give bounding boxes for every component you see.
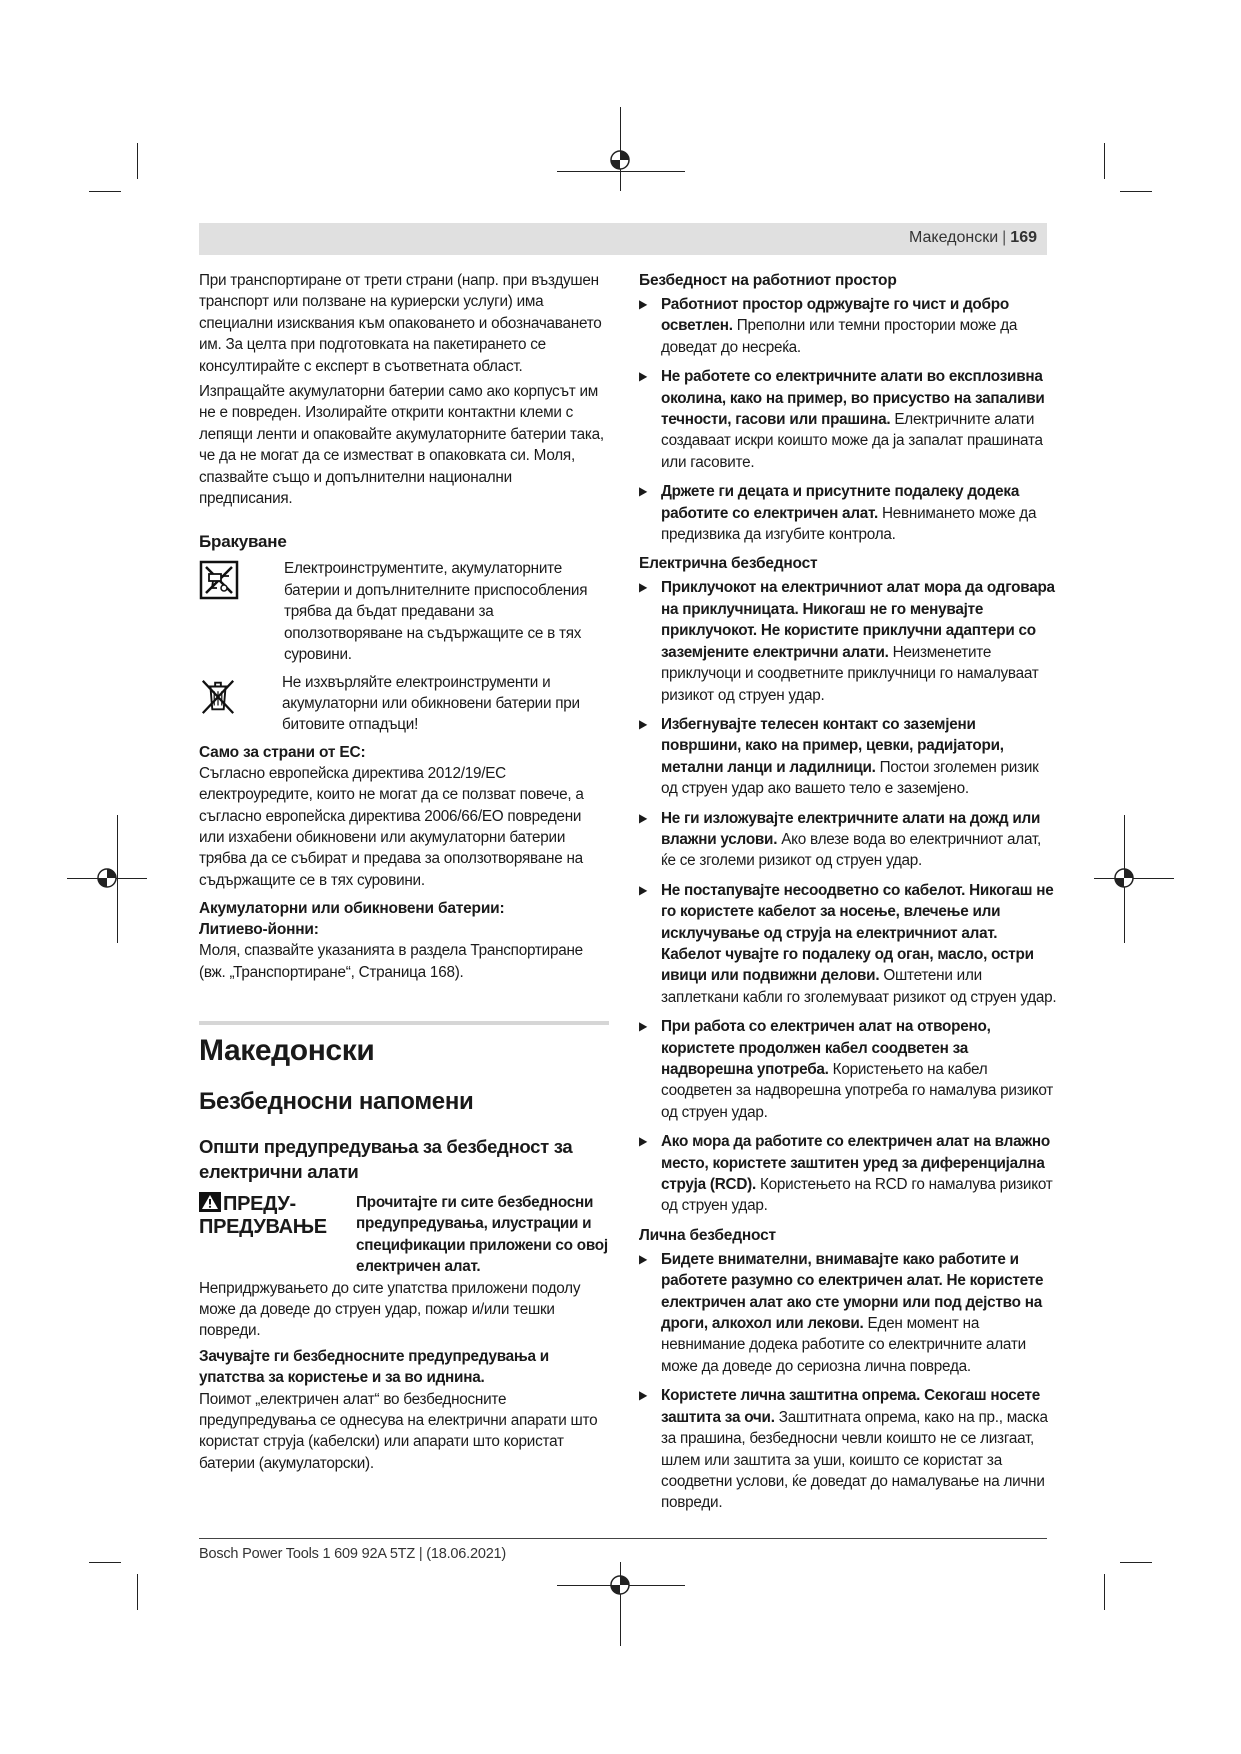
warning-label (199, 1192, 354, 1239)
bullet-text (661, 1131, 1059, 1217)
liion-paragraph: Моля, спазвайте указанията в раздела Транспортиране (вж. „Транспортиране“, Страница 168). (199, 942, 583, 981)
bullet-text (661, 577, 1059, 705)
warning-label-line2: ПРЕДУВАЊЕ (199, 1216, 327, 1238)
eu-heading: Само за страни от ЕС: (199, 743, 366, 761)
personal-list (639, 1249, 1059, 1514)
bullet-text (661, 1385, 1059, 1513)
bullet-item (639, 366, 1059, 473)
section-divider (199, 1021, 609, 1025)
liion-heading: Литиево-йонни: (199, 921, 319, 939)
bullet-text (661, 1016, 1059, 1123)
bullet-arrow-icon: ▶ (639, 297, 648, 311)
bullet-item (639, 294, 1059, 358)
bullet-bold: Работниот простор одржувајте го чист и добро осветлен. (661, 296, 1009, 335)
bullet-normal: Еден момент на невнимание додека работите со електричните алати може да доведе до сериозна лична повреда. (661, 1315, 1026, 1375)
bullet-arrow-icon: ▶ (639, 882, 648, 897)
footer-rule (199, 1538, 1047, 1539)
bullet-bold: Користете лична заштитна опрема. Секогаш носете заштита за очи. (661, 1387, 1041, 1426)
warning-lead-bold-head (356, 1192, 609, 1278)
bullet-normal: Заштитната опрема, како на пр., маска за прашина, безбедносни чевли коишто не се лизгаат, шлем или заштита за уши, коишто се користат за соодветни услови, ќе доведат до намалување на лични повреди. (661, 1408, 1048, 1512)
bullet-bold: При работа со електричен алат на отворено, користете продолжен кабел соодветен за надворешна употреба. (661, 1018, 991, 1078)
bullet-normal: Неизменетите приклучоци и соодветните приклучници го намалуваат ризикот од струен удар. (661, 643, 1039, 704)
disposal-paragraph-1: Електроинструментите, акумулаторните батерии и допълнителните приспособления трябва да бъдат предавани за оползотворяване на съдържащите се в тях суровини. (284, 560, 588, 664)
footer-text: Bosch Power Tools 1 609 92A 5TZ | (18.06.2021) (199, 1546, 507, 1562)
bullet-normal: Ако влезе вода во електричниот алат, ќе се зголеми ризикот од струен удар. (661, 830, 1041, 870)
bullet-item (639, 481, 1059, 545)
bullet-text (661, 1249, 1059, 1377)
personal-heading: Лична безбедност (639, 1226, 776, 1244)
page-number: 169 (1010, 229, 1037, 246)
bullet-text (661, 714, 1059, 800)
bullet-normal: Електричните алати создаваат искри коишто може да ја запалат прашината или гасовите. (661, 411, 1043, 471)
bullet-arrow-icon: ▶ (639, 484, 648, 499)
bullet-arrow-icon: ▶ (639, 580, 648, 595)
bullet-text (661, 880, 1059, 1008)
bullet-item (639, 1249, 1059, 1377)
warning-triangle-icon (199, 1192, 221, 1212)
bullet-arrow-icon: ▶ (639, 716, 648, 731)
header-language: Македонски (909, 229, 999, 246)
bullet-bold: Не постапувајте несоодветно со кабелот. Никогаш не го користете кабелот за носење, влечење или исклучување од струја на електричниот алат. Кабелот чувајте го подалеку од оган, масло, остри ивици или подвижни делови. (661, 881, 1054, 985)
registration-mark-left (96, 867, 118, 889)
bullet-bold: Не ги изложувајте електричните алати на дожд или влажни услови. (661, 809, 1041, 848)
right-column (639, 270, 1059, 1522)
language-title: Македонски (199, 1034, 375, 1067)
bullet-normal: Користењето на RCD го намалува ризикот од струен удар. (661, 1176, 1053, 1215)
bullet-bold: Бидете внимателни, внимавајте како работите и работете разумно со електричен алат. Не користете електричен алат ако сте уморни или под дејство на дроги, алкохол или лекови. (661, 1250, 1044, 1333)
disposal-paragraph-2: Не изхвърляйте електроинструменти и акумулаторни или обикновени батерии при битовите отпадъци! (282, 673, 580, 734)
warning-lead-rest: Непридржувањето до сите упатства приложени подолу може да доведе до струен удар, пожар и/или тешки повреди. (199, 1279, 581, 1340)
warning-lead-bold: Прочитајте ги сите безбедносни предупредувања, илустрации и спецификации приложени со овој електричен алат. (356, 1194, 608, 1276)
running-header (199, 223, 1047, 255)
bullet-text (661, 481, 1059, 545)
bullet-normal: Постои зголемен ризик од струен удар ако вашето тело е заземјено. (661, 758, 1039, 798)
bullet-arrow-icon: ▶ (639, 1251, 648, 1266)
disposal-row-2 (199, 672, 609, 736)
registration-mark-bottom (609, 1574, 631, 1596)
bullet-item (639, 808, 1059, 872)
bullet-item (639, 880, 1059, 1008)
electrical-heading: Електрична безбедност (639, 555, 818, 573)
bullet-item (639, 1016, 1059, 1123)
left-column-lower (199, 1034, 609, 1474)
bullet-bold: Избегнувајте телесен контакт со заземјени површини, како на пример, цевки, радијатори, метални ланци и ладилници. (661, 715, 1004, 776)
left-column (199, 270, 609, 983)
header-text: Македонски | 169 (909, 229, 1037, 246)
term-paragraph: Поимот „електричен алат“ во безбедносните предупредувања се однесува на електрични апарати што користат струја (кабелски) или апарати што користат батерии (акумулаторски). (199, 1390, 598, 1472)
bullet-normal: Невнимането може да предизвика да изгубите контрола. (661, 504, 1037, 544)
bullet-normal: Преполни или темни простории може да доведат до несреќа. (661, 317, 1018, 356)
bullet-bold: Држете ги децата и присутните подалеку додека работите со електричен алат. (661, 483, 1020, 522)
registration-mark-right (1113, 867, 1135, 889)
work-area-list (639, 294, 1059, 545)
crossed-bin-icon (199, 674, 237, 718)
bullet-item (639, 1385, 1059, 1513)
bullet-bold: Не работете со електричните алати во експлозивна околина, како на пример, во присуство на запаливи течности, гасови или прашина. (661, 368, 1045, 429)
general-warnings-title: Општи предупредувања за безбедност за електрични алати (199, 1136, 573, 1182)
warning-block (199, 1192, 609, 1278)
disposal-heading: Бракуване (199, 532, 287, 552)
warning-label-line1: ПРЕДУ- (223, 1193, 296, 1215)
safety-title: Безбедносни напомени (199, 1088, 474, 1115)
bullet-arrow-icon: ▶ (639, 369, 648, 384)
transport-paragraph-1: При транспортиране от трети страни (напр. при въздушен транспорт или ползване на куриерски услуги) има специални изисквания към опаковането и обозначаването им. За целта при подготовката на пакетирането се консултирайте с експерт в съответната област. (199, 272, 602, 375)
disposal-row-1 (199, 558, 609, 665)
bullet-normal: Користењето на кабел соодветен за надворешна употреба го намалува ризикот од струен удар. (661, 1061, 1054, 1121)
bullet-bold: Приклучокот на електричниот алат мора да одговара на приклучницата. Никогаш не го менувајте приклучокот. Не користите приклучни адаптери со заземјените електрични алати. (661, 579, 1055, 661)
bullet-arrow-icon: ▶ (639, 1019, 648, 1034)
bullet-arrow-icon: ▶ (639, 1134, 648, 1149)
recycle-tools-icon (199, 560, 239, 600)
transport-paragraph-2: Изпращайте акумулаторни батерии само ако корпусът им не е повреден. Изолирайте открити контактни клеми с лепящи ленти и опаковайте акумулаторните батерии така, че да не могат да се изместват в опаковката си. Моля, спазвайте също и допълнителни национални предписания. (199, 383, 604, 508)
bullet-text (661, 366, 1059, 473)
bullet-text (661, 294, 1059, 358)
keep-instructions: Зачувајте ги безбедносните предупредувања и упатства за користење и за во иднина. (199, 1347, 549, 1387)
bullet-item (639, 714, 1059, 800)
bullet-bold: Ако мора да работите со електричен алат на влажно место, користете заштитен уред за диференцијална струја (RCD). (661, 1133, 1051, 1194)
work-area-heading: Безбедност на работниот простор (639, 272, 897, 289)
battery-heading: Акумулаторни или обикновени батерии: (199, 900, 505, 918)
bullet-text (661, 808, 1059, 872)
registration-mark-top (609, 149, 631, 171)
bullet-arrow-icon: ▶ (639, 810, 648, 825)
electrical-list (639, 577, 1059, 1216)
bullet-item (639, 577, 1059, 705)
eu-paragraph: Съгласно европейска директива 2012/19/ЕС електроуредите, които не могат да се ползват повече, а съгласно европейска директива 2006/66/EO повредени или изхабени обикновени или акумулаторни батерии трябва да се събират и предава за оползотворяване на съдържащите се в тях суровини. (199, 764, 584, 889)
bullet-normal: Оштетени или заплеткани кабли го зголемуваат ризикот од струен удар. (661, 967, 1057, 1006)
bullet-arrow-icon: ▶ (639, 1388, 648, 1403)
bullet-item (639, 1131, 1059, 1217)
